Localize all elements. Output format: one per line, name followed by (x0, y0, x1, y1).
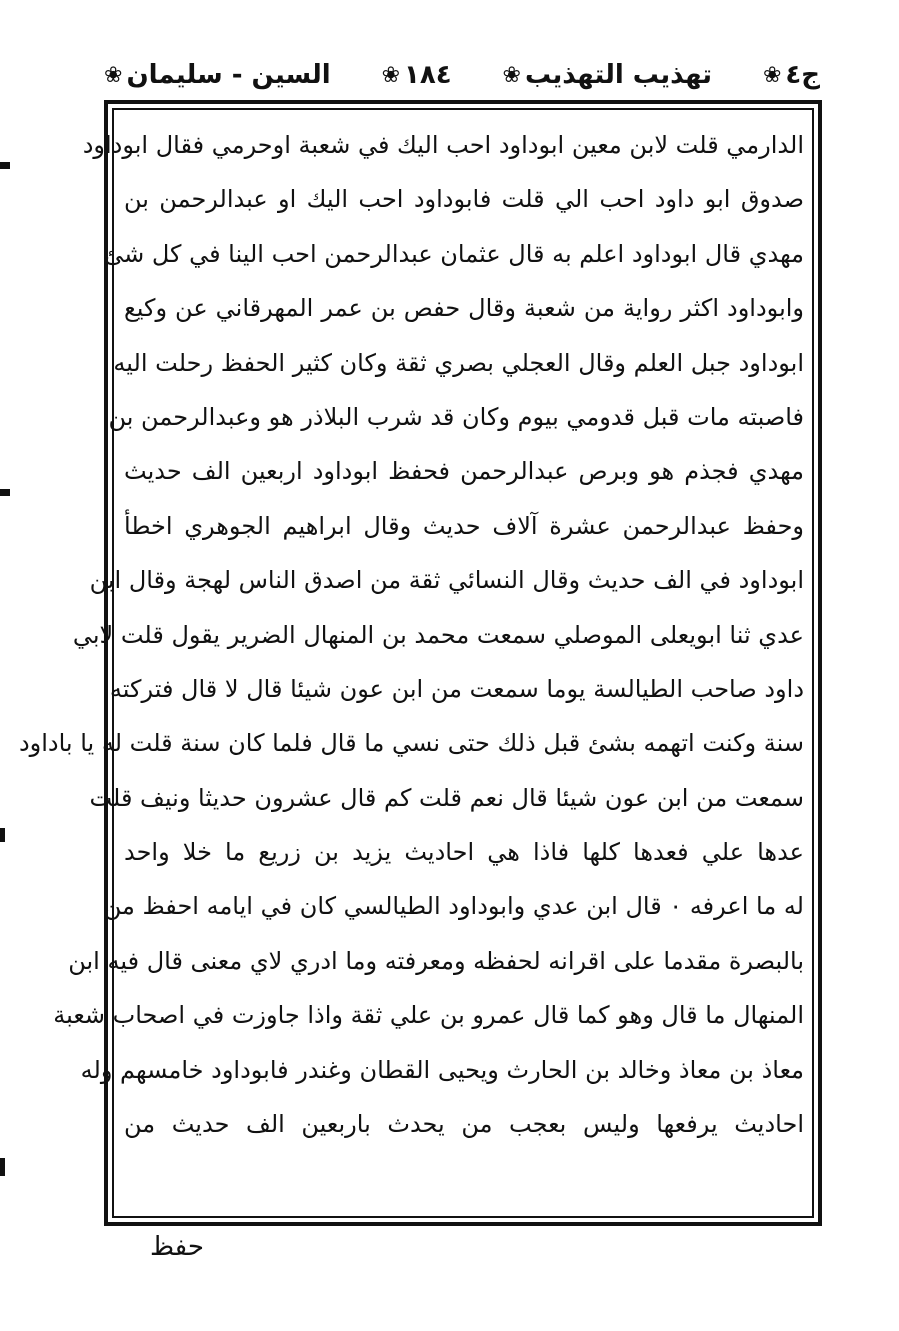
text-line: الدارمي قلت لابن معين ابوداود احب اليك في شعبة اوحرمي فقال ابوداود (82, 131, 804, 159)
header-title-segment (499, 60, 712, 90)
flower-ornament-icon: ❀ (502, 62, 521, 88)
page-header (100, 52, 820, 98)
text-line: له ما اعرفه ٠ قال ابن عدي وابوداود الطيالسي كان في ايامه احفظ من (103, 892, 804, 921)
text-line: ابوداود جبل العلم وقال العجلي بصري ثقة وكان كثير الحفظ رحلت اليه (113, 348, 804, 377)
flower-ornament-icon: ❀ (104, 62, 123, 88)
text-line: المنهال ما قال وهو كما قال عمرو بن علي ثقة واذا جاوزت في اصحاب شعبة (53, 1001, 804, 1030)
margin-tick-mark (0, 828, 5, 842)
header-volume-segment (759, 60, 820, 90)
text-line: عدي ثنا ابويعلى الموصلي سمعت محمد بن المنهال الضرير يقول قلت لابي (72, 620, 804, 649)
flower-ornament-icon: ❀ (381, 62, 401, 88)
header-volume: ج٤ (785, 60, 820, 90)
text-line: ابوداود في الف حديث وقال النسائي ثقة من اصدق الناس لهجة وقال ابن (89, 566, 804, 595)
text-line: عدها علي فعدها كلها فاذا هي احاديث يزيد بن زريع ما خلا واحد (124, 838, 804, 867)
text-line: معاذ بن معاذ وخالد بن الحارث ويحيى القطان وغندر فابوداود خامسهم وله (80, 1055, 804, 1084)
text-line: داود صاحب الطيالسة يوما سمعت من ابن عون شيئا قال لا قال فتركته (109, 674, 804, 703)
text-line: وحفظ عبدالرحمن عشرة آلاف حديث وقال ابراهيم الجوهري اخطأ (124, 511, 804, 540)
text-line: بالبصرة مقدما على اقرانه لحفظه ومعرفته وما ادري لاي معنى قال فيه ابن (68, 946, 804, 975)
header-section: السين - سليمان (126, 60, 331, 90)
text-line: صدوق ابو داود احب الي قلت فابوداود احب اليك او عبدالرحمن بن (124, 185, 804, 214)
page-body (18, 118, 804, 1208)
flower-ornament-icon: ❀ (762, 62, 782, 88)
margin-tick-mark (0, 489, 10, 496)
header-page-number: ١٨٤ (404, 60, 452, 90)
text-line: فاصبته مات قبل قدومي بيوم وكان قد شرب البلاذر هو وعبدالرحمن بن (108, 402, 804, 431)
catchword: حفظ (150, 1232, 204, 1262)
header-book-title: تهذيب التهذيب (524, 60, 713, 90)
text-line: سمعت من ابن عون شيئا قال نعم قلت كم قال عشرون حديثا ونيف قلت (89, 783, 804, 812)
text-line: احاديث يرفعها وليس بعجب من يحدث باربعين الف حديث من (124, 1110, 804, 1139)
header-page-segment (378, 60, 452, 90)
margin-tick-mark (0, 1158, 5, 1176)
text-line: مهدي قال ابوداود اعلم به قال عثمان عبدالرحمن احب الينا في كل شئ (104, 239, 804, 268)
header-section-segment (100, 60, 331, 90)
text-line: وابوداود اكثر رواية من شعبة وقال حفص بن عمر المهرقاني عن وكيع (124, 294, 804, 323)
text-line: مهدي فجذم هو وبرص عبدالرحمن فحفظ ابوداود اربعين الف حديث (124, 457, 804, 486)
margin-tick-mark (0, 162, 10, 169)
text-line: سنة وكنت اتهمه بشئ قبل ذلك حتى نسي ما قال فلما كان سنة قلت له يا باداود (18, 729, 804, 758)
